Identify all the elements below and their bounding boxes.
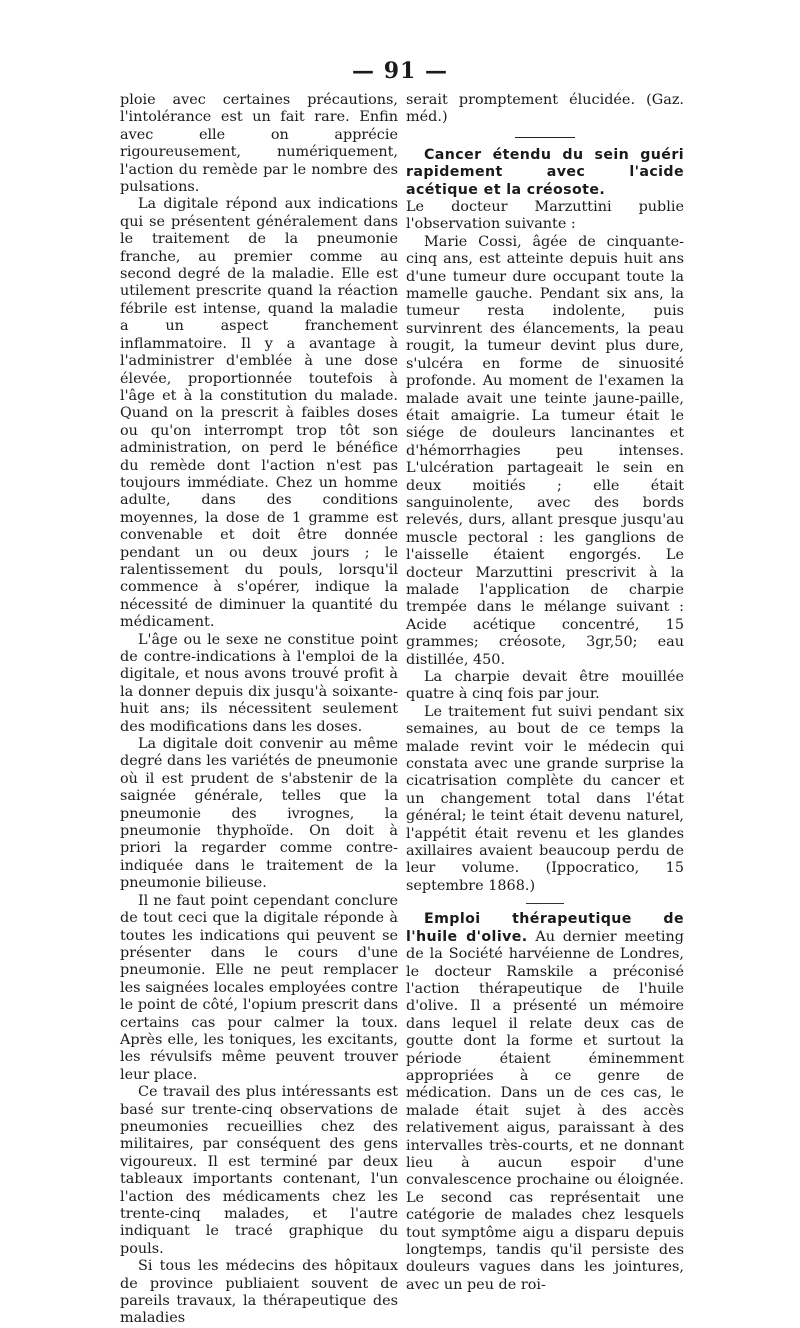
left-paragraph: Il ne faut point cependant conclure de tout ceci que la digitale réponde à toutes les indications qui peuvent se présenter dans le cours d'une pneumonie. Elle ne peut remplacer les saignées locales employées contre le point de côté, l'opium prescrit dans certains cas pour calmer la toux. Après elle, les toniques, les excitants, les révulsifs même peuvent trouver leur place. — [120, 892, 398, 1083]
left-paragraph: La digitale répond aux indications qui se présentent généralement dans le traitement de la pneumonie franche, au premier comme au second degré de la maladie. Elle est utilement prescrite quand la réaction fébrile est intense, quand la maladie a un aspect franchement inflammatoire. Il y a avantage à l'administrer d'emblée à une dose élevée, proportionnée toutefois à l'âge et à la constitution du malade. Quand on la prescrit à faibles doses ou qu'on interrompt trop tôt son administration, on perd le bénéfice du remède dont l'action n'est pas toujours immédiate. Chez un homme adulte, dans des conditions moyennes, la dose de 1 gramme est convenable et doit être donnée pendant un ou deux jours ; le ralentissement du pouls, lorsqu'il commence à s'opérer, indique la nécessité de diminuer la quantité du médicament. — [120, 196, 398, 631]
left-column — [120, 92, 398, 1328]
right-column — [406, 92, 684, 1294]
left-paragraph: Ce travail des plus intéressants est basé sur trente-cinq observations de pneumonies recueillies chez des militaires, par conséquent des gens vigoureux. Il est terminé par deux tableaux importants contenant, l'un l'action des médicaments chez les trente-cinq malades, et l'autre indiquant le tracé graphique du pouls. — [120, 1084, 398, 1257]
left-paragraph: La digitale doit convenir au même degré dans les variétés de pneumonie où il est prudent de s'abstenir de la saignée générale, telles que la pneumonie des ivrognes, la pneumonie thyphoïde. On doit à priori la regarder comme contre-indiquée dans le traitement de la pneumonie bilieuse. — [120, 736, 398, 892]
article-paragraph: Marie Cossi, âgée de cinquante-cinq ans, est atteinte depuis huit ans d'une tumeur dure occupant toute la mamelle gauche. Pendant six ans, la tumeur resta indolente, puis survinrent des élancements, la peau rougit, la tumeur devint plus dure, s'ulcéra en forme de sinuosité profonde. Au moment de l'examen la malade avait une teinte jaune-paille, était amaigrie. La tumeur était le siége de douleurs lancinantes et d'hémorrhagies peu intenses. L'ulcération partageait le sein en deux moitiés ; elle était sanguinolente, avec des bords relevés, durs, allant presque jusqu'au muscle pectoral : les ganglions de l'aisselle étaient engorgés. Le docteur Marzuttini prescrivit à la malade l'application de charpie trempée dans le mélange suivant : Acide acétique concentré, 15 grammes; créosote, 3gr,50; eau distillée, 450. — [406, 233, 684, 668]
left-paragraph: Si tous les médecins des hôpitaux de province publiaient souvent de pareils travaux, la thérapeutique des maladies — [120, 1258, 398, 1327]
article-paragraph: Le traitement fut suivi pendant six semaines, au bout de ce temps la malade revint voir le médecin qui constata avec une grande surprise la cicatrisation complète du cancer et un changement total dans l'état général; le teint était devenu naturel, l'appétit était revenu et les glandes axillaires avaient beaucoup perdu de leur volume. (Ippocratico, 15 septembre 1868.) — [406, 703, 684, 894]
article-body: Au dernier meeting de la Société harvéienne de Londres, le docteur Ramskile a préconisé l'action thérapeutique de l'huile d'olive. Il a présenté un mémoire dans lequel il relate deux cas de goutte dont la forme et surtout la période étaient éminemment appropriées à ce genre de médication. Dans un de ces cas, le malade était sujet à des accès relativement aigus, paraissant à des intervalles très-courts, et ne donnant lieu à aucun espoir d'une convalescence prochaine ou éloignée. Le second cas représentait une catégorie de malades chez lesquels tout symptôme aigu a disparu depuis longtemps, tandis qu'il persiste des douleurs vagues dans les jointures, avec un peu de roi- — [406, 928, 685, 1293]
article-heading: Cancer étendu du sein guéri rapidement avec l'acide acétique et la créosote. — [406, 146, 684, 198]
article-heading: Emploi thérapeutique de l'huile d'olive. — [406, 911, 684, 945]
section-divider — [526, 903, 564, 904]
page-number: — 91 — — [352, 58, 448, 84]
article-paragraph: La charpie devait être mouillée quatre à cinq fois par jour. — [406, 669, 684, 703]
left-paragraph: ploie avec certaines précautions, l'intolérance est un fait rare. Enfin avec elle on apprécie rigoureusement, numériquement, l'action du remède par le nombre des pulsations. — [120, 92, 398, 196]
section-divider — [515, 137, 575, 138]
continuation-text: serait promptement élucidée. (Gaz. méd.) — [406, 92, 684, 126]
article-paragraph — [406, 911, 684, 1294]
article-lead: Le docteur Marzuttini publie l'observation suivante : — [406, 199, 684, 233]
left-paragraph: L'âge ou le sexe ne constitue point de contre-indications à l'emploi de la digitale, et nous avons trouvé profit à la donner depuis dix jusqu'à soixante-huit ans; ils nécessitent seulement des modifications dans les doses. — [120, 631, 398, 735]
